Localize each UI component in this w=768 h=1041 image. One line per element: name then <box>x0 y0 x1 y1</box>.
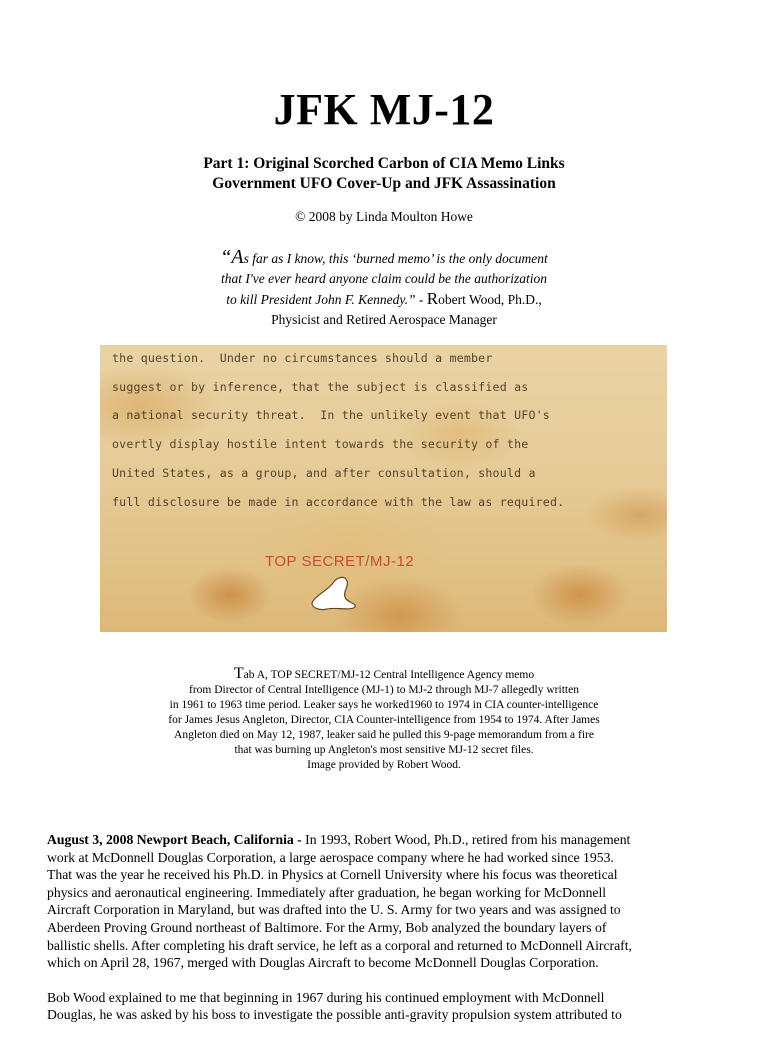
paragraph <box>47 831 727 972</box>
attribution-first-cap: R <box>426 289 439 308</box>
image-caption <box>0 666 768 773</box>
attribution-name: obert Wood, Ph.D., <box>438 292 542 307</box>
article-body <box>47 831 727 1041</box>
subtitle-line: Part 1: Original Scorched Carbon of CIA Memo Links <box>203 155 565 172</box>
top-secret-stamp: TOP SECRET/MJ-12 <box>265 553 415 570</box>
paragraph-line: That was the year he received his Ph.D. in Physics at Cornell University where his focus was theoretical <box>47 867 618 883</box>
caption-line: Angleton died on May 12, 1987, leaker said he pulled this 9-page memorandum from a fire <box>174 729 594 741</box>
caption-line: for James Jesus Angleton, Director, CIA Counter-intelligence from 1954 to 1974. After James <box>168 714 600 726</box>
quote-first-cap: A <box>231 246 244 268</box>
subtitle-line: Government UFO Cover-Up and JFK Assassination <box>212 175 556 192</box>
memo-text-line: overtly display hostile intent towards the security of the <box>112 437 529 451</box>
paragraph-line: which on April 28, 1967, merged with Douglas Aircraft to become McDonnell Douglas Corporation. <box>47 955 599 971</box>
quote-text: to kill President John F. Kennedy.” <box>226 292 416 307</box>
paragraph-line <box>47 831 727 849</box>
paragraph-line: Aberdeen Proving Ground northeast of Baltimore. For the Army, Bob analyzed the boundary layers of <box>47 919 607 935</box>
caption-first-cap: T <box>233 665 244 682</box>
scorched-memo-image <box>100 345 667 632</box>
paragraph-line: ballistic shells. After completing his draft service, he left as a corporal and returned to McDonnell Aircraft, <box>47 937 632 953</box>
caption-text: ab A, TOP SECRET/MJ-12 Central Intelligence Agency memo <box>243 669 535 681</box>
copyright-line: © 2008 by Linda Moulton Howe <box>295 209 473 224</box>
paragraph-line: Bob Wood explained to me that beginning in 1967 during his continued employment with McDonnell <box>47 989 605 1005</box>
quote-text: s far as I know, this ‘burned memo’ is the only document <box>243 251 548 266</box>
dateline: August 3, 2008 Newport Beach, California - <box>47 832 302 847</box>
burn-hole-icon <box>305 571 365 611</box>
quote-line <box>0 289 768 310</box>
memo-text-line: suggest or by inference, that the subject is classified as <box>112 380 529 394</box>
paragraph-line: physics and aeronautical engineering. Immediately after graduation, he began working for McDonnell <box>47 884 607 900</box>
paragraph-line: Douglas, he was asked by his boss to investigate the possible anti-gravity propulsion system attributed to <box>47 1007 622 1023</box>
paragraph-line: work at McDonnell Douglas Corporation, a large aerospace company where he had worked since 1953. <box>47 849 614 865</box>
paragraph <box>47 989 727 1024</box>
memo-text-line: a national security threat. In the unlikely event that UFO's <box>112 408 550 422</box>
paragraph-line: Aircraft Corporation in Maryland, but was drafted into the U. S. Army for two years and was assigned to <box>47 902 621 918</box>
memo-text-line: the question. Under no circumstances should a member <box>112 351 493 365</box>
caption-line: that was burning up Angleton's most sensitive MJ-12 secret files. <box>234 744 534 756</box>
attribution-dash: - <box>415 292 427 307</box>
quote-open-mark: “ <box>220 246 232 268</box>
quote-text: that I've ever heard anyone claim could be the authorization <box>221 271 547 286</box>
caption-line: in 1961 to 1963 time period. Leaker says he worked1960 to 1974 in CIA counter-intelligence <box>169 699 599 711</box>
caption-line: Image provided by Robert Wood. <box>307 759 461 771</box>
paragraph-text: In 1993, Robert Wood, Ph.D., retired from his management <box>301 832 631 847</box>
quote-attribution-title: Physicist and Retired Aerospace Manager <box>271 312 497 327</box>
memo-text-line: full disclosure be made in accordance with the law as required. <box>112 495 565 509</box>
quote-line <box>0 247 768 269</box>
pull-quote <box>0 247 768 330</box>
caption-line: from Director of Central Intelligence (MJ-1) to MJ-2 through MJ-7 allegedly written <box>189 684 579 696</box>
memo-text-line: United States, as a group, and after consultation, should a <box>112 466 536 480</box>
subtitle <box>0 154 768 194</box>
quote-line <box>0 269 768 289</box>
caption-line <box>0 666 768 683</box>
document-title: JFK MJ-12 <box>273 85 495 134</box>
